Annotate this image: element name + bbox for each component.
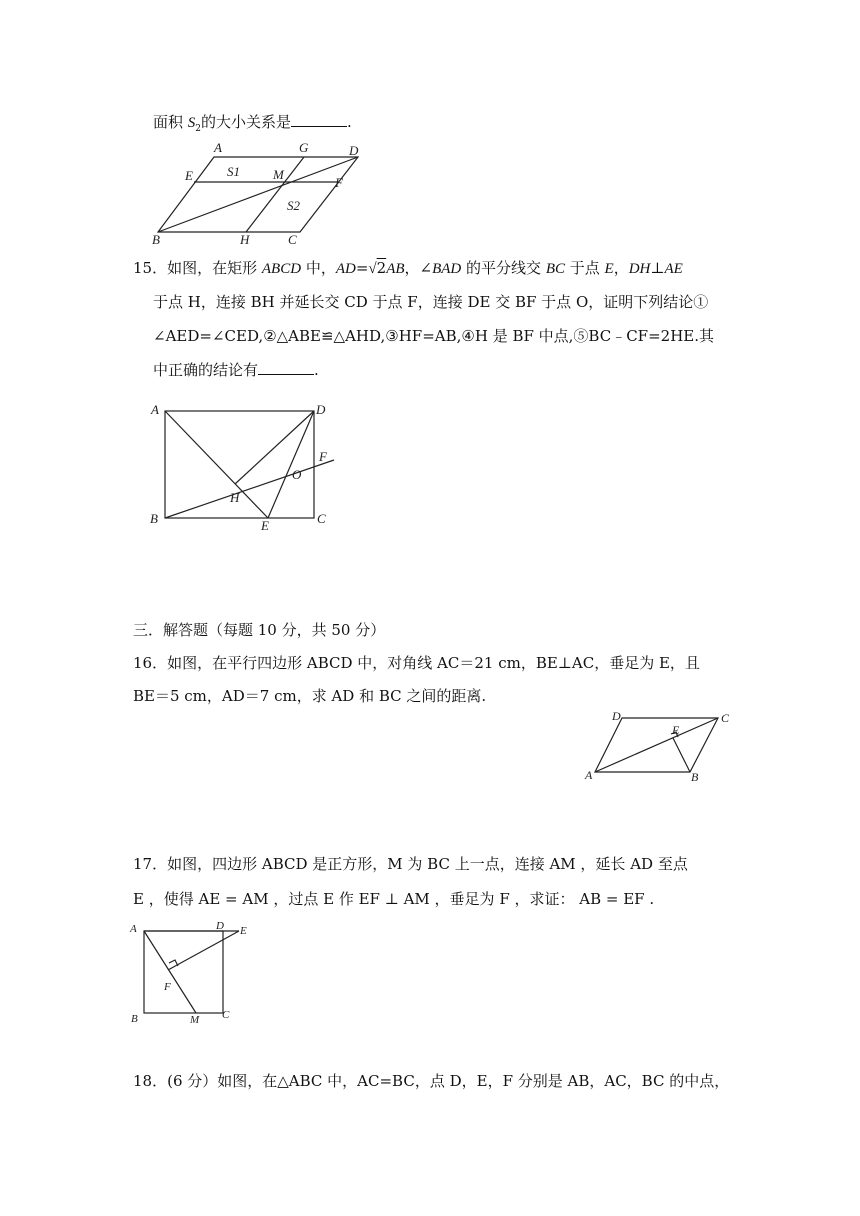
label-M: M [190,1014,200,1026]
label-C: C [721,711,730,725]
label-B: B [691,770,699,784]
label-A: A [214,140,222,155]
label-H: H [230,490,240,505]
label-D: D [612,709,621,723]
label-A: A [130,923,137,935]
answer-blank[interactable] [291,112,347,127]
label-H: H [240,232,250,247]
q17-line1: 17．如图，四边形 ABCD 是正方形，M 为 BC 上一点，连接 AM ，延长 AD 至点 [133,855,688,873]
label-C: C [222,1009,230,1021]
label-D: D [216,920,224,932]
q15-line1: 15．如图，在矩形 ABCD 中，AD=√2AB，∠BAD 的平分线交 BC 于点 E，DH⊥AE [133,259,683,277]
q16-line2: BE＝5 cm，AD＝7 cm，求 AD 和 BC 之间的距离. [133,687,487,705]
section-title: 三．解答题（每题 10 分，共 50 分） [133,621,386,639]
label-B: B [150,511,158,526]
q15-line4: 中正确的结论有 . [153,361,319,379]
q18-line1: 18．(6 分）如图，在△ABC 中，AC=BC，点 D，E，F 分别是 AB，AC，BC 的中点， [133,1072,730,1090]
q15-line3: ∠AED=∠CED,②△ABE≌△AHD,③HF=AB,④H 是 BF 中点,⑤BC﹣CF=2HE.其 [153,327,714,345]
label-C: C [288,232,297,247]
q16-line1: 16．如图，在平行四边形 ABCD 中，对角线 AC＝21 cm，BE⊥AC，垂足为 E，且 [133,654,700,672]
label-B: B [131,1013,138,1025]
label-E: E [240,925,247,937]
label-S2: S2 [287,198,300,213]
label-D: D [316,402,326,417]
label-F: F [335,175,343,190]
q14-figure [148,140,378,252]
label-A: A [151,402,159,417]
q17-line2: E ，使得 AE = AM ，过点 E 作 EF ⊥ AM ，垂足为 F ，求证： AB = EF . [133,890,655,908]
label-E: E [185,168,193,183]
q16-figure [580,706,740,790]
label-A: A [585,768,593,782]
answer-blank[interactable] [258,360,314,375]
label-D: D [349,143,359,158]
q17-figure [126,918,266,1032]
label-F: F [164,981,171,993]
label-G: G [299,140,309,155]
label-M: M [273,167,284,182]
label-O: O [292,467,302,482]
label-F: F [319,449,327,464]
label-C: C [317,511,326,526]
label-E: E [261,518,269,533]
label-S1: S1 [227,164,240,179]
label-B: B [152,232,160,247]
q15-line2: 于点 H，连接 BH 并延长交 CD 于点 F，连接 DE 交 BF 于点 O，证明下列结论① [153,293,709,311]
q15-figure [146,396,346,540]
q14-text: 面积 $S_2$的大小关系是 . [153,113,352,134]
label-E: E [672,723,680,737]
